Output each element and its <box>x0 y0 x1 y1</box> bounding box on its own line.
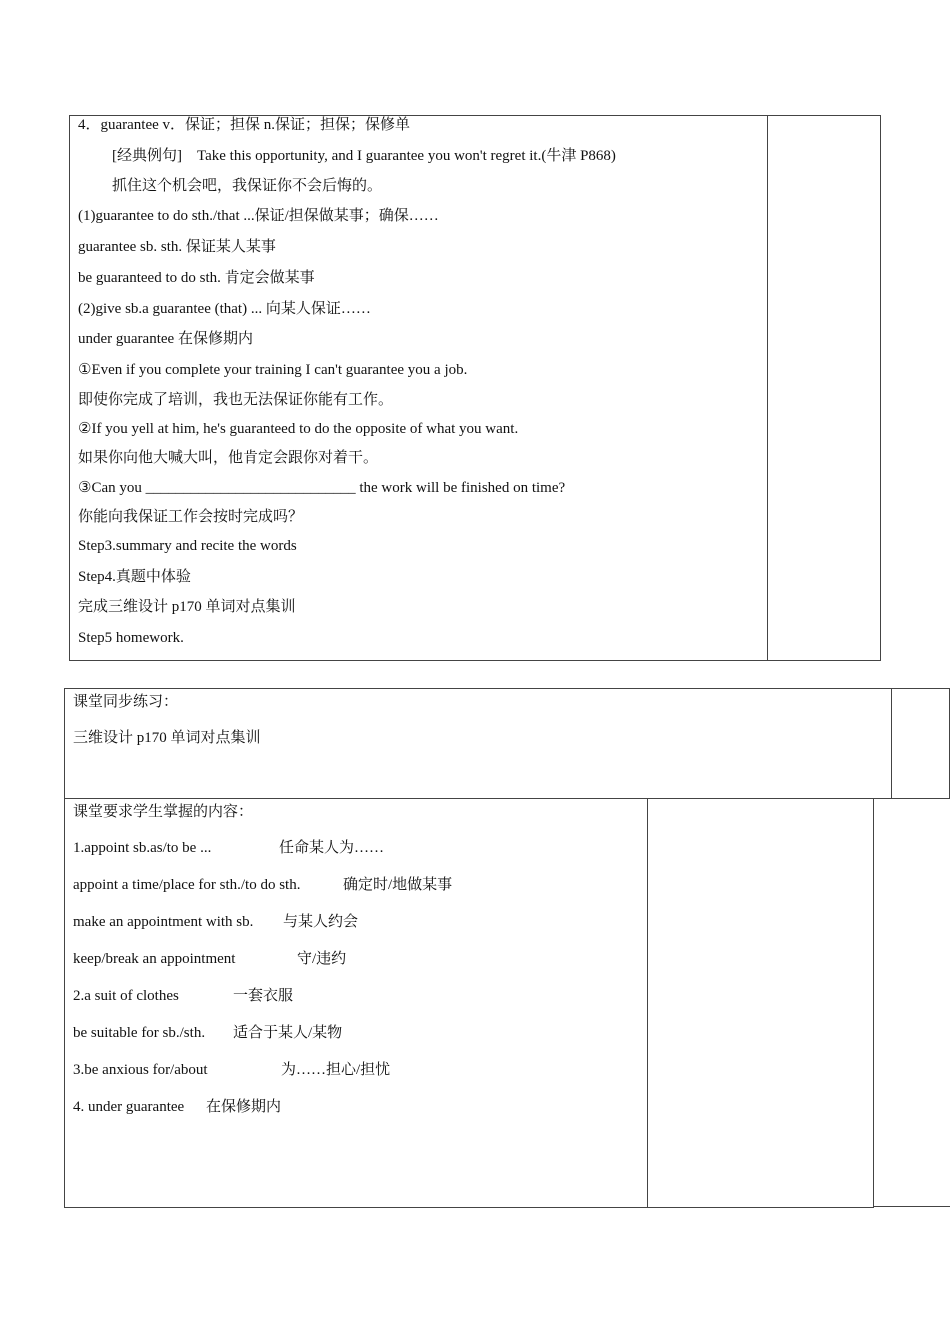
step-4-task: 完成三维设计 p170 单词对点集训 <box>78 599 296 615</box>
usage-line: under guarantee 在保修期内 <box>78 331 253 347</box>
mastery-item-en: 2.a suit of clothes <box>73 988 179 1004</box>
mastery-item-zh: 任命某人为…… <box>279 840 385 856</box>
example-1-translation: 即使你完成了培训，我也无法保证你能有工作。 <box>78 392 394 408</box>
practice-title: 课堂同步练习： <box>73 694 179 710</box>
mastery-item-en: be suitable for sb./sth. <box>73 1025 206 1041</box>
step-3: Step3.summary and recite the words <box>78 538 297 554</box>
usage-line: (2)give sb.a guarantee (that) ... 向某人保证…… <box>78 301 371 317</box>
mastery-item-zh: 为……担心/担忧 <box>281 1062 391 1078</box>
example-translation: 抓住这个机会吧，我保证你不会后悔的。 <box>112 178 383 194</box>
usage-line: be guaranteed to do sth. 肯定会做某事 <box>78 270 315 286</box>
mastery-item-zh: 守/违约 <box>297 951 347 967</box>
mastery-item-en: 3.be anxious for/about <box>73 1062 208 1078</box>
mastery-item-en: appoint a time/place for sth./to do sth. <box>73 877 301 893</box>
usage-line: (1)guarantee to do sth./that ...保证/担保做某事；确保…… <box>78 208 439 224</box>
mastery-item-en: keep/break an appointment <box>73 951 236 967</box>
mastery-item-zh: 确定时/地做某事 <box>343 877 453 893</box>
mastery-item-zh: 一套衣服 <box>233 988 294 1004</box>
mastery-left-border <box>64 798 65 1208</box>
mastery-item-zh: 与某人约会 <box>283 914 359 930</box>
example-2: ②If you yell at him, he's guaranteed to do the opposite of what you want. <box>78 421 519 437</box>
usage-line: guarantee sb. sth. 保证某人某事 <box>78 239 276 255</box>
example-3-fill-blank: ③Can you ____________________________ the work will be finished on time? <box>78 480 566 496</box>
mastery-bottom-border <box>64 1207 874 1208</box>
practice-divider <box>891 688 892 799</box>
mastery-right-bottom <box>873 1206 950 1207</box>
practice-text: 三维设计 p170 单词对点集训 <box>73 730 261 746</box>
mastery-divider-1 <box>647 798 648 1208</box>
mastery-title: 课堂要求学生掌握的内容： <box>73 804 254 820</box>
mastery-item-en: make an appointment with sb. <box>73 914 254 930</box>
vocab-heading: 4．guarantee v．保证；担保 n.保证；担保；保修单 <box>78 117 411 133</box>
example-sentence: [经典例句] Take this opportunity, and I guarantee you won't regret it.(牛津 P868) <box>112 148 616 164</box>
example-1: ①Even if you complete your training I can't guarantee you a job. <box>78 362 468 378</box>
guarantee-table-divider <box>767 115 768 661</box>
mastery-item-zh: 适合于某人/某物 <box>233 1025 343 1041</box>
mastery-item-en: 1.appoint sb.as/to be ... <box>73 840 212 856</box>
step-5: Step5 homework. <box>78 630 184 646</box>
step-4: Step4.真题中体验 <box>78 569 191 585</box>
mastery-item-zh: 在保修期内 <box>206 1099 282 1115</box>
mastery-item-en: 4. under guarantee <box>73 1099 185 1115</box>
mastery-divider-2 <box>873 798 874 1208</box>
example-3-translation: 你能向我保证工作会按时完成吗？ <box>78 509 304 525</box>
example-2-translation: 如果你向他大喊大叫，他肯定会跟你对着干。 <box>78 450 379 466</box>
